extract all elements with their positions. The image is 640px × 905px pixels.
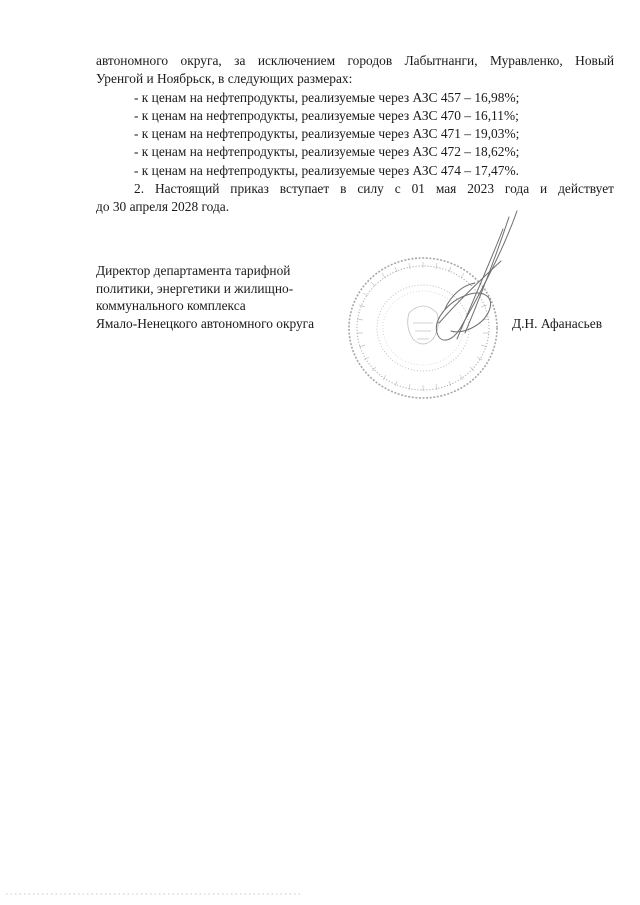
surcharge-item-azs-474: - к ценам на нефтепродукты, реализуемые через АЗС 474 – 17,47%. [134, 162, 519, 178]
surcharge-item-azs-471: - к ценам на нефтепродукты, реализуемые через АЗС 471 – 19,03%; [134, 126, 520, 142]
effective-date-line-1: 2. Настоящий приказ вступает в силу с 01 мая 2023 года и действует [134, 181, 614, 197]
signatory-position [96, 262, 314, 332]
signatory-position-line-1: Директор департамента тарифной [96, 263, 291, 278]
surcharge-item-azs-472: - к ценам на нефтепродукты, реализуемые через АЗС 472 – 18,62%; [134, 144, 520, 160]
signatory-position-line-3: коммунального комплекса [96, 298, 246, 314]
signatory-position-line-2: политики, энергетики и жилищно- [96, 280, 294, 296]
signatory-position-line-4: Ямало-Ненецкого автономного округа [96, 315, 315, 331]
body-line-1: автономного округа, за исключением городов Лабытнанги, Муравленко, Новый [96, 53, 614, 68]
surcharge-item-azs-457: - к ценам на нефтепродукты, реализуемые через АЗС 457 – 16,98%; [134, 89, 520, 105]
signer-name: Д.Н. Афанасьев [512, 316, 603, 331]
scan-artifact-line [0, 890, 640, 898]
order-text [96, 52, 614, 217]
handwritten-signature [405, 205, 530, 360]
body-line-2: Уренгой и Ноябрьск, в следующих размерах: [96, 71, 353, 87]
surcharge-item-azs-470: - к ценам на нефтепродукты, реализуемые через АЗС 470 – 16,11%; [134, 107, 519, 123]
effective-date-line-2: до 30 апреля 2028 года. [96, 199, 230, 215]
